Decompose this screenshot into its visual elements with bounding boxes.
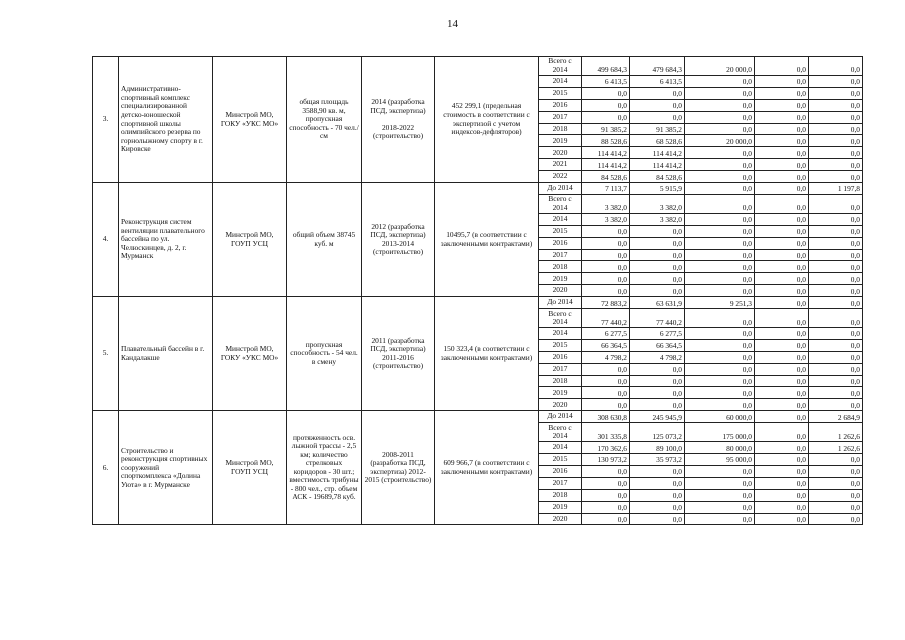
value-total: 0,0	[582, 273, 630, 285]
value-local: 0,0	[755, 454, 809, 466]
value-total: 0,0	[582, 87, 630, 99]
value-local: 0,0	[755, 183, 809, 195]
value-other: 0,0	[809, 123, 863, 135]
value-regional: 6 277,5	[630, 328, 685, 340]
value-regional: 0,0	[630, 99, 685, 111]
value-federal: 0,0	[685, 513, 755, 525]
value-federal: 0,0	[685, 87, 755, 99]
value-local: 0,0	[755, 135, 809, 147]
value-federal: 0,0	[685, 399, 755, 411]
value-other: 1 262,6	[809, 442, 863, 454]
year-cell: 2017	[539, 477, 582, 489]
year-cell: 2019	[539, 387, 582, 399]
project-capacity: пропускная способность - 54 чел. в смену	[287, 297, 362, 411]
value-federal: 0,0	[685, 147, 755, 159]
year-cell: 2021	[539, 159, 582, 171]
value-other: 0,0	[809, 261, 863, 273]
value-local: 0,0	[755, 309, 809, 328]
value-local: 0,0	[755, 147, 809, 159]
value-total: 130 973,2	[582, 454, 630, 466]
table-row	[93, 183, 863, 195]
year-cell: 2017	[539, 249, 582, 261]
value-federal: 80 000,0	[685, 442, 755, 454]
value-federal: 0,0	[685, 351, 755, 363]
value-total: 301 335,8	[582, 423, 630, 442]
project-cost: 452 299,1 (предельная стоимость в соответствии с экспертизой с учетом индексов-дефляторов)	[435, 57, 539, 183]
value-other: 0,0	[809, 135, 863, 147]
value-local: 0,0	[755, 399, 809, 411]
value-regional: 0,0	[630, 363, 685, 375]
project-name: Реконструкция систем вентиляции плавательного бассейна по ул. Челюскинцев, д. 2, г. Мурманск	[119, 183, 213, 297]
value-regional: 0,0	[630, 87, 685, 99]
value-other: 0,0	[809, 285, 863, 297]
year-cell: 2016	[539, 465, 582, 477]
value-local: 0,0	[755, 249, 809, 261]
value-regional: 479 684,3	[630, 57, 685, 76]
value-regional: 0,0	[630, 477, 685, 489]
value-regional: 125 073,2	[630, 423, 685, 442]
value-local: 0,0	[755, 339, 809, 351]
project-number: 4.	[93, 183, 119, 297]
value-regional: 0,0	[630, 285, 685, 297]
value-local: 0,0	[755, 489, 809, 501]
value-federal: 0,0	[685, 339, 755, 351]
value-regional: 0,0	[630, 249, 685, 261]
value-other: 1 262,6	[809, 423, 863, 442]
project-customer: Минстрой МО, ГОУП УСЦ	[213, 411, 287, 525]
value-federal: 0,0	[685, 285, 755, 297]
year-cell: 2014	[539, 213, 582, 225]
value-total: 0,0	[582, 489, 630, 501]
value-other: 0,0	[809, 249, 863, 261]
value-local: 0,0	[755, 171, 809, 183]
value-other: 0,0	[809, 501, 863, 513]
project-cost: 10495,7 (в соответствии с заключенными контрактами)	[435, 183, 539, 297]
value-regional: 66 364,5	[630, 339, 685, 351]
value-local: 0,0	[755, 225, 809, 237]
project-period: 2012 (разработка ПСД, экспертиза) 2013-2014 (строительство)	[362, 183, 435, 297]
year-cell: 2014	[539, 328, 582, 340]
value-regional: 0,0	[630, 387, 685, 399]
value-total: 0,0	[582, 363, 630, 375]
page-number: 14	[447, 18, 458, 30]
project-number: 3.	[93, 57, 119, 183]
value-federal: 0,0	[685, 123, 755, 135]
project-customer: Минстрой МО, ГОУП УСЦ	[213, 183, 287, 297]
table-body	[93, 57, 863, 525]
value-other: 0,0	[809, 363, 863, 375]
value-local: 0,0	[755, 159, 809, 171]
year-cell: 2014	[539, 442, 582, 454]
year-cell: Всего с 2014	[539, 423, 582, 442]
value-other: 0,0	[809, 489, 863, 501]
value-local: 0,0	[755, 477, 809, 489]
project-number: 5.	[93, 297, 119, 411]
year-cell: 2016	[539, 99, 582, 111]
year-cell: Всего с 2014	[539, 57, 582, 76]
value-total: 0,0	[582, 237, 630, 249]
year-cell: 2019	[539, 135, 582, 147]
year-cell: 2017	[539, 363, 582, 375]
value-federal: 0,0	[685, 237, 755, 249]
value-total: 114 414,2	[582, 159, 630, 171]
year-cell: Всего с 2014	[539, 194, 582, 213]
project-customer: Минстрой МО, ГОКУ «УКС МО»	[213, 57, 287, 183]
value-other: 0,0	[809, 387, 863, 399]
year-cell: 2015	[539, 225, 582, 237]
project-name: Плавательный бассейн в г. Кандалакше	[119, 297, 213, 411]
value-other: 0,0	[809, 111, 863, 123]
year-cell: До 2014	[539, 183, 582, 195]
year-cell: 2018	[539, 261, 582, 273]
value-regional: 77 440,2	[630, 309, 685, 328]
value-regional: 0,0	[630, 465, 685, 477]
value-total: 0,0	[582, 501, 630, 513]
value-other: 2 684,9	[809, 411, 863, 423]
value-total: 66 364,5	[582, 339, 630, 351]
value-local: 0,0	[755, 213, 809, 225]
value-federal: 0,0	[685, 249, 755, 261]
value-regional: 0,0	[630, 501, 685, 513]
value-local: 0,0	[755, 387, 809, 399]
value-local: 0,0	[755, 76, 809, 88]
project-customer: Минстрой МО, ГОКУ «УКС МО»	[213, 297, 287, 411]
value-federal: 0,0	[685, 159, 755, 171]
value-federal: 20 000,0	[685, 135, 755, 147]
value-federal: 9 251,3	[685, 297, 755, 309]
value-regional: 0,0	[630, 261, 685, 273]
value-local: 0,0	[755, 297, 809, 309]
year-cell: 2015	[539, 454, 582, 466]
year-cell: 2019	[539, 501, 582, 513]
value-federal: 0,0	[685, 489, 755, 501]
value-local: 0,0	[755, 442, 809, 454]
project-cost: 609 966,7 (в соответствии с заключенными контрактами)	[435, 411, 539, 525]
program-table	[92, 56, 863, 525]
value-federal: 175 000,0	[685, 423, 755, 442]
value-other: 0,0	[809, 465, 863, 477]
value-regional: 3 382,0	[630, 213, 685, 225]
project-number: 6.	[93, 411, 119, 525]
value-other: 0,0	[809, 477, 863, 489]
value-total: 0,0	[582, 387, 630, 399]
value-total: 3 382,0	[582, 194, 630, 213]
value-regional: 114 414,2	[630, 147, 685, 159]
value-federal: 0,0	[685, 309, 755, 328]
value-federal: 0,0	[685, 194, 755, 213]
value-other: 0,0	[809, 309, 863, 328]
year-cell: 2018	[539, 123, 582, 135]
value-regional: 0,0	[630, 399, 685, 411]
value-other: 0,0	[809, 375, 863, 387]
value-total: 0,0	[582, 399, 630, 411]
value-total: 0,0	[582, 99, 630, 111]
value-total: 170 362,6	[582, 442, 630, 454]
value-other: 0,0	[809, 159, 863, 171]
value-total: 0,0	[582, 111, 630, 123]
value-other: 0,0	[809, 57, 863, 76]
value-other: 0,0	[809, 76, 863, 88]
value-local: 0,0	[755, 328, 809, 340]
year-cell: 2020	[539, 285, 582, 297]
value-other: 0,0	[809, 399, 863, 411]
year-cell: 2019	[539, 273, 582, 285]
value-federal: 0,0	[685, 171, 755, 183]
value-regional: 63 631,9	[630, 297, 685, 309]
project-period: 2008-2011 (разработка ПСД, экспертиза) 2012-2015 (строительство)	[362, 411, 435, 525]
value-local: 0,0	[755, 351, 809, 363]
value-regional: 91 385,2	[630, 123, 685, 135]
value-local: 0,0	[755, 501, 809, 513]
value-federal: 0,0	[685, 387, 755, 399]
value-other: 0,0	[809, 513, 863, 525]
value-federal: 0,0	[685, 375, 755, 387]
value-other: 0,0	[809, 171, 863, 183]
value-regional: 245 945,9	[630, 411, 685, 423]
value-federal: 20 000,0	[685, 57, 755, 76]
value-federal: 0,0	[685, 465, 755, 477]
value-total: 0,0	[582, 513, 630, 525]
value-regional: 35 973,2	[630, 454, 685, 466]
project-capacity: протяженность осв. лыжной трассы - 2,5 км; количество стрелковых коридоров - 30 шт.; вместимость трибуны - 800 чел., стр. объем АСК - 19689,78 куб.	[287, 411, 362, 525]
value-federal: 95 000,0	[685, 454, 755, 466]
value-other: 0,0	[809, 194, 863, 213]
value-regional: 0,0	[630, 237, 685, 249]
value-total: 88 528,6	[582, 135, 630, 147]
year-cell: 2020	[539, 399, 582, 411]
value-total: 77 440,2	[582, 309, 630, 328]
value-regional: 0,0	[630, 489, 685, 501]
year-cell: 2015	[539, 87, 582, 99]
value-total: 0,0	[582, 261, 630, 273]
value-federal: 0,0	[685, 501, 755, 513]
value-regional: 0,0	[630, 273, 685, 285]
value-regional: 3 382,0	[630, 194, 685, 213]
year-cell: Всего с 2014	[539, 309, 582, 328]
value-federal: 0,0	[685, 261, 755, 273]
value-local: 0,0	[755, 411, 809, 423]
value-regional: 84 528,6	[630, 171, 685, 183]
value-local: 0,0	[755, 123, 809, 135]
value-regional: 89 100,0	[630, 442, 685, 454]
value-federal: 0,0	[685, 225, 755, 237]
value-other: 0,0	[809, 99, 863, 111]
value-federal: 0,0	[685, 363, 755, 375]
value-total: 7 113,7	[582, 183, 630, 195]
value-total: 3 382,0	[582, 213, 630, 225]
value-total: 499 684,3	[582, 57, 630, 76]
project-capacity: общая площадь 3588,90 кв. м, пропускная способность - 70 чел./см	[287, 57, 362, 183]
value-federal: 60 000,0	[685, 411, 755, 423]
value-federal: 0,0	[685, 273, 755, 285]
year-cell: 2016	[539, 237, 582, 249]
project-cost: 150 323,4 (в соответствии с заключенными контрактами)	[435, 297, 539, 411]
value-local: 0,0	[755, 237, 809, 249]
year-cell: 2018	[539, 375, 582, 387]
value-federal: 0,0	[685, 477, 755, 489]
year-cell: 2022	[539, 171, 582, 183]
value-regional: 5 915,9	[630, 183, 685, 195]
value-total: 0,0	[582, 225, 630, 237]
value-other: 1 197,8	[809, 183, 863, 195]
value-other: 0,0	[809, 225, 863, 237]
project-period: 2014 (разработка ПСД, экспертиза) 2018-2022 (строительство)	[362, 57, 435, 183]
year-cell: 2017	[539, 111, 582, 123]
value-total: 84 528,6	[582, 171, 630, 183]
value-total: 6 413,5	[582, 76, 630, 88]
value-total: 0,0	[582, 285, 630, 297]
value-other: 0,0	[809, 237, 863, 249]
value-local: 0,0	[755, 513, 809, 525]
project-name: Строительство и реконструкция спортивных сооружений спорткомплекса «Долина Уюта» в г. Мурманске	[119, 411, 213, 525]
project-capacity: общий объем 38745 куб. м	[287, 183, 362, 297]
year-cell: До 2014	[539, 297, 582, 309]
year-cell: До 2014	[539, 411, 582, 423]
value-regional: 0,0	[630, 513, 685, 525]
value-regional: 0,0	[630, 111, 685, 123]
value-local: 0,0	[755, 423, 809, 442]
value-total: 6 277,5	[582, 328, 630, 340]
value-local: 0,0	[755, 87, 809, 99]
value-regional: 0,0	[630, 375, 685, 387]
value-other: 0,0	[809, 339, 863, 351]
value-other: 0,0	[809, 213, 863, 225]
value-local: 0,0	[755, 57, 809, 76]
value-federal: 0,0	[685, 111, 755, 123]
year-cell: 2020	[539, 513, 582, 525]
value-total: 72 883,2	[582, 297, 630, 309]
value-local: 0,0	[755, 99, 809, 111]
value-other: 0,0	[809, 147, 863, 159]
value-federal: 0,0	[685, 99, 755, 111]
value-total: 4 798,2	[582, 351, 630, 363]
value-other: 0,0	[809, 87, 863, 99]
value-federal: 0,0	[685, 76, 755, 88]
value-regional: 114 414,2	[630, 159, 685, 171]
value-total: 91 385,2	[582, 123, 630, 135]
year-cell: 2018	[539, 489, 582, 501]
value-total: 0,0	[582, 375, 630, 387]
value-federal: 0,0	[685, 328, 755, 340]
value-local: 0,0	[755, 363, 809, 375]
value-local: 0,0	[755, 375, 809, 387]
year-cell: 2015	[539, 339, 582, 351]
value-federal: 0,0	[685, 183, 755, 195]
value-other: 0,0	[809, 328, 863, 340]
value-local: 0,0	[755, 285, 809, 297]
value-local: 0,0	[755, 273, 809, 285]
value-other: 0,0	[809, 351, 863, 363]
value-federal: 0,0	[685, 213, 755, 225]
project-period: 2011 (разработка ПСД, экспертиза) 2011-2016 (строительство)	[362, 297, 435, 411]
value-total: 308 630,8	[582, 411, 630, 423]
value-other: 0,0	[809, 297, 863, 309]
value-regional: 68 528,6	[630, 135, 685, 147]
value-total: 0,0	[582, 477, 630, 489]
year-cell: 2020	[539, 147, 582, 159]
year-cell: 2014	[539, 76, 582, 88]
project-name: Административно-спортивный комплекс специализированной детско-юношеской спортивной школы олимпийского резерва по горнолыжному спорту в г. Кировске	[119, 57, 213, 183]
value-total: 0,0	[582, 465, 630, 477]
value-other: 0,0	[809, 454, 863, 466]
year-cell: 2016	[539, 351, 582, 363]
value-other: 0,0	[809, 273, 863, 285]
table-row	[93, 297, 863, 309]
value-total: 0,0	[582, 249, 630, 261]
value-local: 0,0	[755, 261, 809, 273]
value-local: 0,0	[755, 194, 809, 213]
value-total: 114 414,2	[582, 147, 630, 159]
value-regional: 0,0	[630, 225, 685, 237]
value-regional: 6 413,5	[630, 76, 685, 88]
value-local: 0,0	[755, 111, 809, 123]
value-regional: 4 798,2	[630, 351, 685, 363]
value-local: 0,0	[755, 465, 809, 477]
table-row	[93, 57, 863, 76]
table-row	[93, 411, 863, 423]
